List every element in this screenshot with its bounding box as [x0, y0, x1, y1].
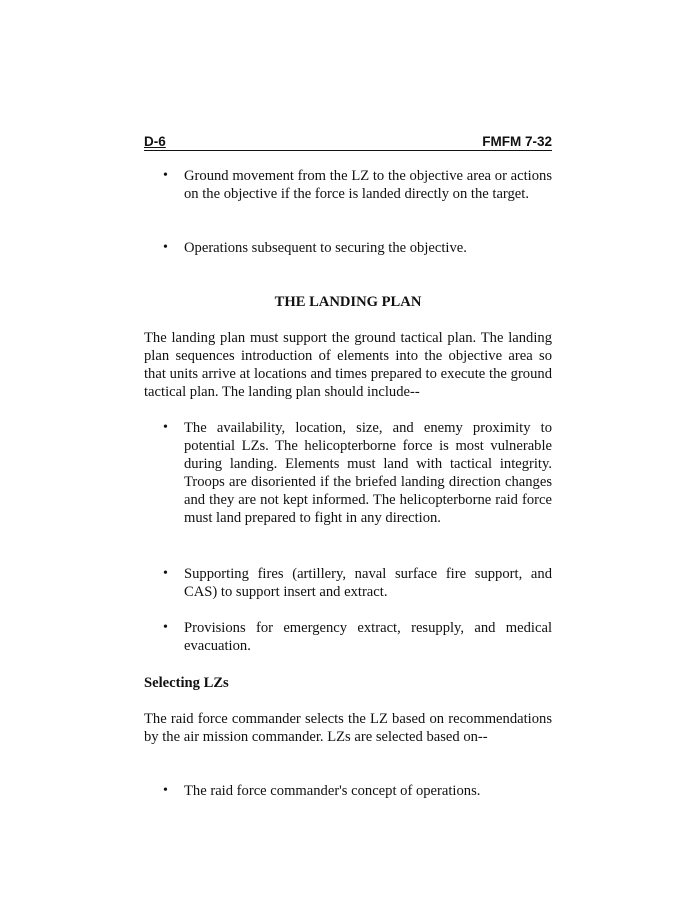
manual-id: FMFM 7-32 — [482, 134, 552, 149]
page-number: D-6 — [144, 134, 166, 149]
list-item — [163, 565, 552, 601]
list-item-text: The raid force commander's concept of operations. — [184, 783, 481, 799]
list-item-text: Ground movement from the LZ to the objective area or actions on the objective if the force is landed directly on the target. — [184, 168, 552, 202]
bullet-icon: • — [163, 566, 168, 581]
section-heading: THE LANDING PLAN — [274, 294, 422, 310]
list-item-text: The availability, location, size, and enemy proximity to potential LZs. The helicopterborne force is most vulnerable during landing. Elements must land with tactical integrity. Troops are disoriented if the briefed landing direction changes and they are not kept informed. The helicopterborne raid force must land prepared to fight in any direction. — [184, 420, 552, 526]
list-item — [163, 619, 552, 655]
list-item — [163, 239, 552, 257]
list-item — [163, 419, 552, 527]
list-item — [163, 167, 552, 203]
subsection-heading: Selecting LZs — [144, 675, 229, 691]
list-item-text: Operations subsequent to securing the objective. — [184, 240, 467, 256]
list-item — [163, 782, 552, 800]
bullet-icon: • — [163, 420, 168, 435]
list-item-text: Provisions for emergency extract, resupply, and medical evacuation. — [184, 620, 552, 654]
list-item-text: Supporting fires (artillery, naval surface fire support, and CAS) to support insert and extract. — [184, 566, 552, 600]
bullet-icon: • — [163, 168, 168, 183]
paragraph: The raid force commander selects the LZ based on recommendations by the air mission commander. LZs are selected based on-- — [144, 711, 552, 745]
bullet-icon: • — [163, 620, 168, 635]
paragraph: The landing plan must support the ground tactical plan. The landing plan sequences introduction of elements into the objective area so that units arrive at locations and times prepared to execute the ground tactical plan. The landing plan should include-- — [144, 330, 552, 400]
bullet-icon: • — [163, 240, 168, 255]
bullet-icon: • — [163, 783, 168, 798]
page-header — [144, 134, 552, 151]
